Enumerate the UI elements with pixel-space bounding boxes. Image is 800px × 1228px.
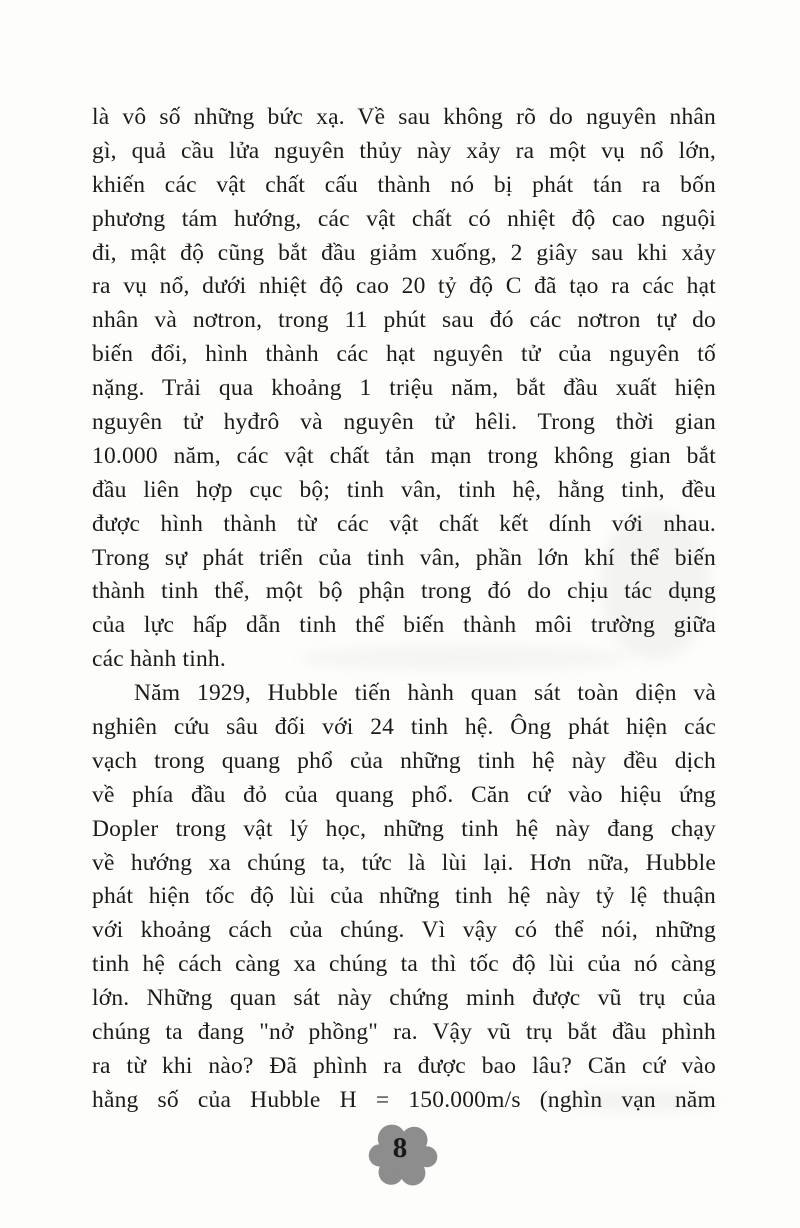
text-line: phát hiện tốc độ lùi của những tinh hệ này tỷ lệ thuận (92, 883, 716, 910)
text-line: thành tinh thể, một bộ phận trong đó do chịu tác dụng (92, 578, 716, 605)
text-line: nguyên tử hyđrô và nguyên tử hêli. Trong thời gian (92, 409, 716, 436)
text-line: tinh hệ cách càng xa chúng ta thì tốc độ lùi của nó càng (92, 951, 716, 978)
text-line: chúng ta đang "nở phồng" ra. Vậy vũ trụ bắt đầu phình (92, 1019, 716, 1046)
text-line: vạch trong quang phổ của những tinh hệ này đều dịch (92, 747, 716, 774)
text-line: ra từ khi nào? Đã phình ra được bao lâu? Căn cứ vào (92, 1052, 716, 1079)
text-line: lớn. Những quan sát này chứng minh được vũ trụ của (92, 985, 716, 1012)
text-line: phương tám hướng, các vật chất có nhiệt độ cao nguội (92, 205, 716, 232)
text-line: hằng số của Hubble H = 150.000m/s (nghìn vạn năm (92, 1086, 716, 1113)
text-line: biến đổi, hình thành các hạt nguyên tử của nguyên tố (92, 341, 716, 368)
paragraph-2 (92, 677, 716, 1118)
text-line: gì, quả cầu lửa nguyên thủy này xảy ra một vụ nổ lớn, (92, 137, 716, 164)
text-line: về hướng xa chúng ta, tức là lùi lại. Hơn nữa, Hubble (92, 849, 716, 876)
text-line: nhân và nơtron, trong 11 phút sau đó các nơtron tự do (92, 307, 716, 334)
text-line: Trong sự phát triển của tinh vân, phần lớn khí thể biến (92, 544, 716, 571)
text-line: Năm 1929, Hubble tiến hành quan sát toàn diện và (134, 680, 716, 707)
text-line: nặng. Trải qua khoảng 1 triệu năm, bắt đầu xuất hiện (92, 375, 716, 402)
page-number-badge (368, 1119, 438, 1187)
text-line: là vô số những bức xạ. Về sau không rõ do nguyên nhân (92, 104, 716, 130)
text-line: Dopler trong vật lý học, những tinh hệ này đang chạy (92, 815, 716, 842)
text-line: khiến các vật chất cấu thành nó bị phát tán ra bốn (92, 171, 716, 198)
text-line: về phía đầu đỏ của quang phổ. Căn cứ vào hiệu ứng (92, 781, 716, 808)
text-line: các hành tinh. (92, 646, 226, 673)
text-line: 10.000 năm, các vật chất tản mạn trong không gian bắt (92, 442, 716, 469)
paragraph-1 (92, 101, 716, 677)
body-text (92, 101, 716, 1118)
page-number: 8 (392, 1132, 408, 1164)
text-line: của lực hấp dẫn tinh thể biến thành môi trường giữa (92, 612, 716, 639)
text-line: được hình thành từ các vật chất kết dính với nhau. (92, 510, 716, 537)
text-line: đi, mật độ cũng bắt đầu giảm xuống, 2 giây sau khi xảy (92, 239, 716, 266)
text-line: đầu liên hợp cục bộ; tinh vân, tinh hệ, hằng tinh, đều (92, 476, 716, 503)
text-line: với khoảng cách của chúng. Vì vậy có thể nói, những (92, 917, 716, 944)
text-line: nghiên cứu sâu đối với 24 tinh hệ. Ông phát hiện các (92, 714, 716, 741)
text-line: ra vụ nổ, dưới nhiệt độ cao 20 tỷ độ C đã tạo ra các hạt (92, 273, 716, 300)
